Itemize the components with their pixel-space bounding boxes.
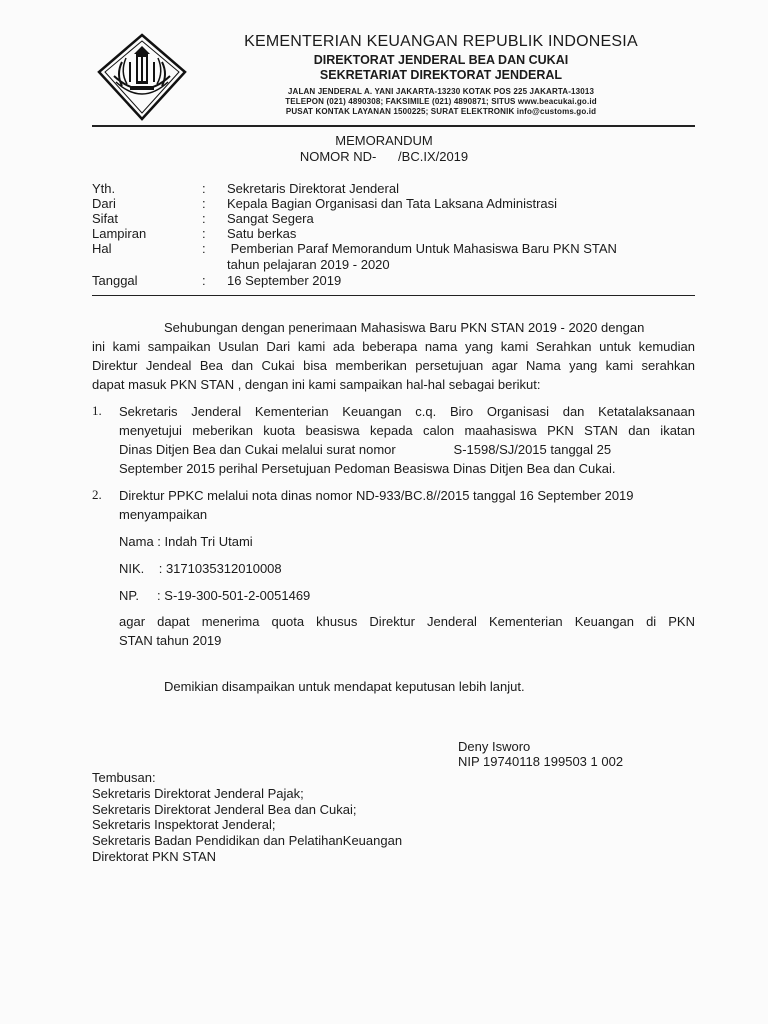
address-line-3: PUSAT KONTAK LAYANAN 1500225; SURAT ELEKTRONIK info@customs.go.id	[285, 107, 597, 116]
student-name: Nama : Indah Tri Utami	[119, 534, 253, 549]
address-line-2: TELEPON (021) 4890308; FAKSIMILE (021) 4890871; SITUS www.beacukai.go.id	[285, 97, 597, 106]
address-line-1: JALAN JENDERAL A. YANI JAKARTA-13230 KOTAK POS 225 JAKARTA-13013	[287, 87, 595, 96]
ministry-name: KEMENTERIAN KEUANGAN REPUBLIK INDONESIA	[244, 33, 638, 50]
meta-colon: :	[202, 181, 206, 196]
meta-colon: :	[202, 273, 206, 288]
item-number: 2.	[92, 487, 102, 502]
cc-recipient: Direktorat PKN STAN	[92, 849, 217, 864]
closing-sentence: Demikian disampaikan untuk mendapat keputusan lebih lanjut.	[164, 679, 525, 694]
meta-value: Sangat Segera	[227, 211, 314, 226]
intro-line-1: Sehubungan dengan penerimaan Mahasiswa Baru PKN STAN 2019 - 2020 dengan	[164, 320, 645, 335]
memo-number: NOMOR ND- /BC.IX/2019	[299, 149, 469, 164]
item-2-line-1: Direktur PPKC melalui nota dinas nomor ND-933/BC.8//2015 tanggal 16 September 2019	[119, 488, 634, 503]
item-1-line-1: Sekretaris Jenderal Kementerian Keuangan c.q. Biro Organisasi dan Ketatalaksanaan	[119, 404, 695, 419]
meta-label: Yth.	[92, 181, 116, 196]
meta-value: Satu berkas	[227, 226, 297, 241]
meta-colon: :	[202, 226, 206, 241]
intro-line-2: ini kami sampaikan Usulan Dari kami ada beberapa nama yang kami Serahkan untuk kemudian	[92, 339, 695, 354]
meta-label: Tanggal	[92, 273, 138, 288]
meta-label: Dari	[92, 196, 116, 211]
student-nik: NIK. : 3171035312010008	[119, 561, 282, 576]
item-1-line-3: Dinas Ditjen Bea dan Cukai melalui surat nomor S-1598/SJ/2015 tanggal 25	[119, 442, 612, 457]
meta-value: Kepala Bagian Organisasi dan Tata Laksana Administrasi	[227, 196, 558, 211]
meta-colon: :	[202, 211, 206, 226]
letterhead-divider	[92, 125, 695, 127]
meta-colon: :	[202, 241, 206, 256]
meta-value: 16 September 2019	[227, 273, 342, 288]
meta-label: Sifat	[92, 211, 119, 226]
meta-value: Sekretaris Direktorat Jenderal	[227, 181, 399, 196]
meta-label: Lampiran	[92, 226, 147, 241]
item-2-tail-line-2: STAN tahun 2019	[119, 633, 222, 648]
meta-value: Pemberian Paraf Memorandum Untuk Mahasiswa Baru PKN STAN	[227, 241, 617, 256]
signatory-nip: NIP 19740118 199503 1 002	[458, 754, 624, 769]
item-1-line-4: September 2015 perihal Persetujuan Pedoman Beasiswa Dinas Ditjen Bea dan Cukai.	[119, 461, 616, 476]
item-2-line-2: menyampaikan	[119, 507, 208, 522]
secretariat-name: SEKRETARIAT DIREKTORAT JENDERAL	[319, 68, 563, 82]
intro-line-4: dapat masuk PKN STAN , dengan ini kami sampaikan hal-hal sebagai berikut:	[92, 377, 541, 392]
cc-recipient: Sekretaris Badan Pendidikan dan PelatihanKeuangan	[92, 833, 403, 848]
cc-recipient: Sekretaris Inspektorat Jenderal;	[92, 817, 276, 832]
item-2-tail-line-1: agar dapat menerima quota khusus Direktur Jenderal Kementerian Keuangan di PKN	[119, 614, 695, 629]
memo-title: MEMORANDUM	[335, 133, 433, 148]
meta-colon: :	[202, 196, 206, 211]
ministry-emblem-logo	[96, 32, 188, 122]
item-1-line-2: menyetujui meberikan kuota beasiswa kepada calon maahasiswa PKN STAN dan ikatan	[119, 423, 695, 438]
meta-label: Hal	[92, 241, 112, 256]
directorate-name: DIREKTORAT JENDERAL BEA DAN CUKAI	[313, 53, 569, 67]
cc-title: Tembusan:	[92, 770, 156, 785]
intro-line-3: Direktur Jendeal Bea dan Cukai bisa memberikan persetujuan agar Nama yang kami serahkan	[92, 358, 695, 373]
item-number: 1.	[92, 403, 102, 418]
signatory-name: Deny Isworo	[458, 739, 531, 754]
meta-value-continued: tahun pelajaran 2019 - 2020	[227, 257, 390, 272]
cc-recipient: Sekretaris Direktorat Jenderal Pajak;	[92, 786, 304, 801]
student-np: NP. : S-19-300-501-2-0051469	[119, 588, 311, 603]
cc-recipient: Sekretaris Direktorat Jenderal Bea dan Cukai;	[92, 802, 357, 817]
meta-divider	[92, 295, 695, 296]
